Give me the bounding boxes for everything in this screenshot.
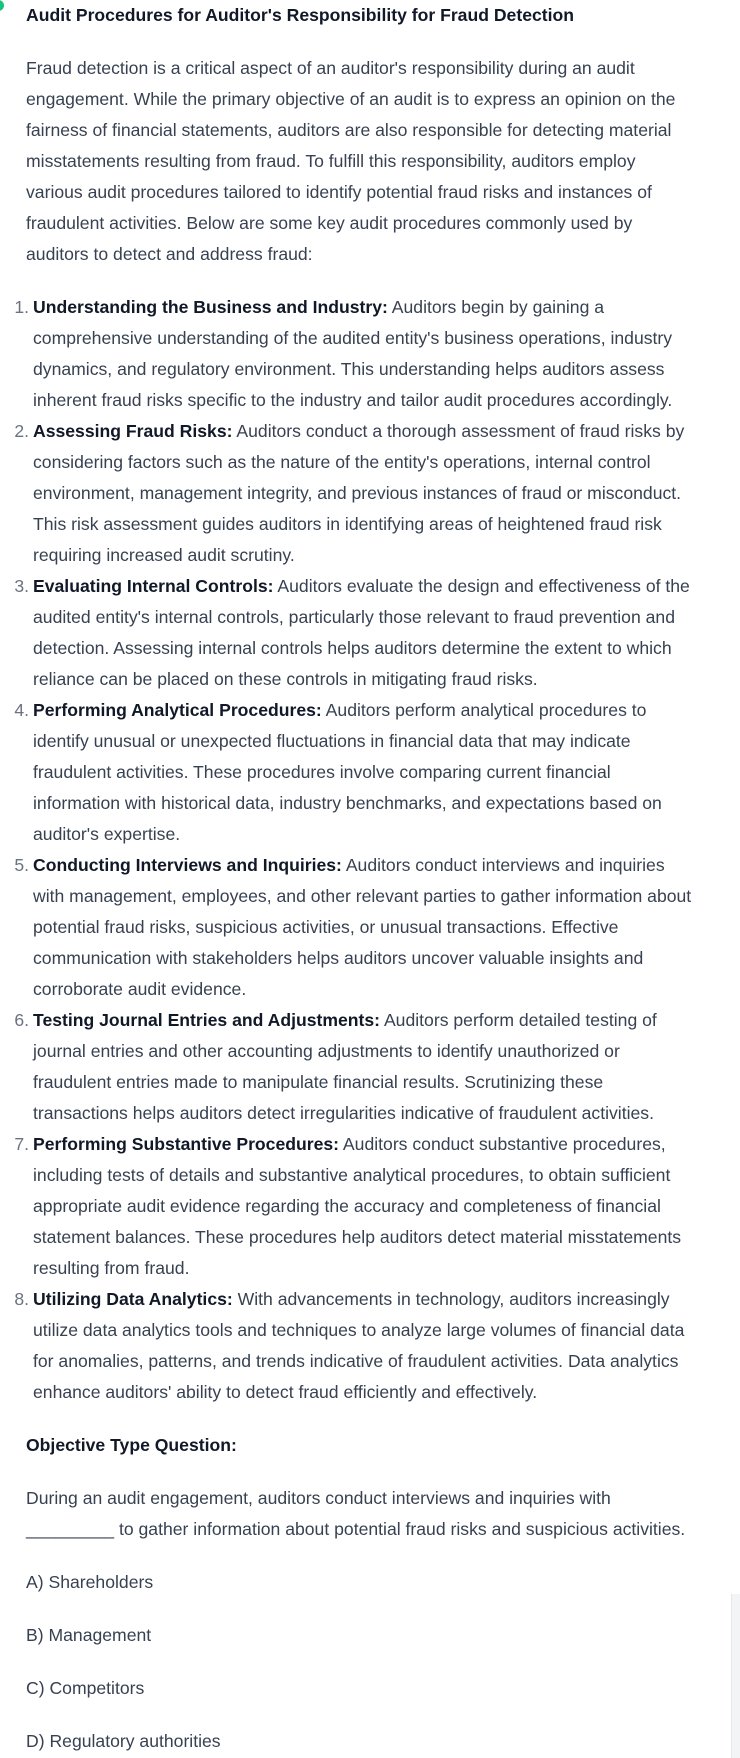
list-item-term: Performing Analytical Procedures: (33, 700, 322, 720)
scrollbar[interactable] (731, 1594, 740, 1758)
list-item-number: 1. (14, 297, 29, 317)
list-item-text: Auditors perform detailed testing of journal entries and other accounting adjustments to identify unauthorized or fraudulent entries made to manipulate financial results. Scrutinizing these transactions helps auditors detect irregularities indicative of fraudulent activities. (33, 1010, 657, 1123)
list-item (14, 292, 696, 416)
list-item (14, 1129, 696, 1284)
list-item (14, 571, 696, 695)
list-item-number: 8. (14, 1289, 29, 1309)
list-item-text: Auditors perform analytical procedures to identify unusual or unexpected fluctuations in financial data that may indicate fraudulent activities. These procedures involve comparing current financial information with historical data, industry benchmarks, and expectations based on auditor's expertise. (33, 700, 662, 844)
question-heading: Objective Type Question: (26, 1435, 237, 1455)
list-item-number: 7. (14, 1134, 29, 1154)
assistant-avatar-icon (0, 0, 4, 11)
response-content (14, 0, 696, 1757)
list-item-text: Auditors conduct substantive procedures, including tests of details and substantive analytical procedures, to obtain sufficient appropriate audit evidence regarding the accuracy and completeness of financial statement balances. These procedures help auditors detect material misstatements resulting from fraud. (33, 1134, 682, 1278)
list-item-term: Evaluating Internal Controls: (33, 576, 274, 596)
answer-option-d: D) Regulatory authorities (26, 1731, 221, 1751)
list-item-number: 2. (14, 421, 29, 441)
list-item-text: Auditors conduct a thorough assessment of fraud risks by considering factors such as the nature of the entity's operations, internal control environment, management integrity, and previous instances of fraud or misconduct. This risk assessment guides auditors in identifying areas of heightened fraud risk requiring increased audit scrutiny. (33, 421, 685, 565)
list-item-number: 5. (14, 855, 29, 875)
list-item (14, 695, 696, 850)
list-item-number: 3. (14, 576, 29, 596)
intro-paragraph: Fraud detection is a critical aspect of an auditor's responsibility during an audit engagement. While the primary objective of an audit is to express an opinion on the fairness of financial statements, auditors are also responsible for detecting material misstatements resulting from fraud. To fulfill this responsibility, auditors employ various audit procedures tailored to identify potential fraud risks and instances of fraudulent activities. Below are some key audit procedures commonly used by auditors to detect and address fraud: (26, 58, 676, 264)
list-item (14, 416, 696, 571)
list-item-term: Understanding the Business and Industry: (33, 297, 388, 317)
article-title: Audit Procedures for Auditor's Responsibility for Fraud Detection (26, 5, 575, 25)
list-item-term: Utilizing Data Analytics: (33, 1289, 233, 1309)
list-item-text: Auditors evaluate the design and effectiveness of the audited entity's internal controls, particularly those relevant to fraud prevention and detection. Assessing internal controls helps auditors determine the extent to which reliance can be placed on these controls in mitigating fraud risks. (33, 576, 690, 689)
procedures-list (14, 292, 696, 1408)
list-item-text: Auditors conduct interviews and inquiries with management, employees, and other relevant parties to gather information about potential fraud risks, suspicious activities, or unusual transactions. Effective communication with stakeholders helps auditors uncover valuable insights and corroborate audit evidence. (33, 855, 692, 999)
list-item-term: Performing Substantive Procedures: (33, 1134, 340, 1154)
list-item (14, 850, 696, 1005)
list-item-text: With advancements in technology, auditors increasingly utilize data analytics tools and techniques to analyze large volumes of financial data for anomalies, patterns, and trends indicative of fraudulent activities. Data analytics enhance auditors' ability to detect fraud efficiently and effectively. (33, 1289, 685, 1402)
list-item-number: 6. (14, 1010, 29, 1030)
list-item-term: Conducting Interviews and Inquiries: (33, 855, 342, 875)
list-item (14, 1005, 696, 1129)
list-item-term: Assessing Fraud Risks: (33, 421, 233, 441)
list-item-term: Testing Journal Entries and Adjustments: (33, 1010, 381, 1030)
list-item (14, 1284, 696, 1408)
list-item-number: 4. (14, 700, 29, 720)
list-item-text: Auditors begin by gaining a comprehensive understanding of the audited entity's business operations, industry dynamics, and regulatory environment. This understanding helps auditors assess inherent fraud risks specific to the industry and tailor audit procedures accordingly. (33, 297, 673, 410)
answer-option-c: C) Competitors (26, 1678, 145, 1698)
question-text: During an audit engagement, auditors conduct interviews and inquiries with _________ to gather information about potential fraud risks and suspicious activities. (26, 1488, 686, 1539)
answer-option-b: B) Management (26, 1625, 152, 1645)
answer-option-a: A) Shareholders (26, 1572, 154, 1592)
